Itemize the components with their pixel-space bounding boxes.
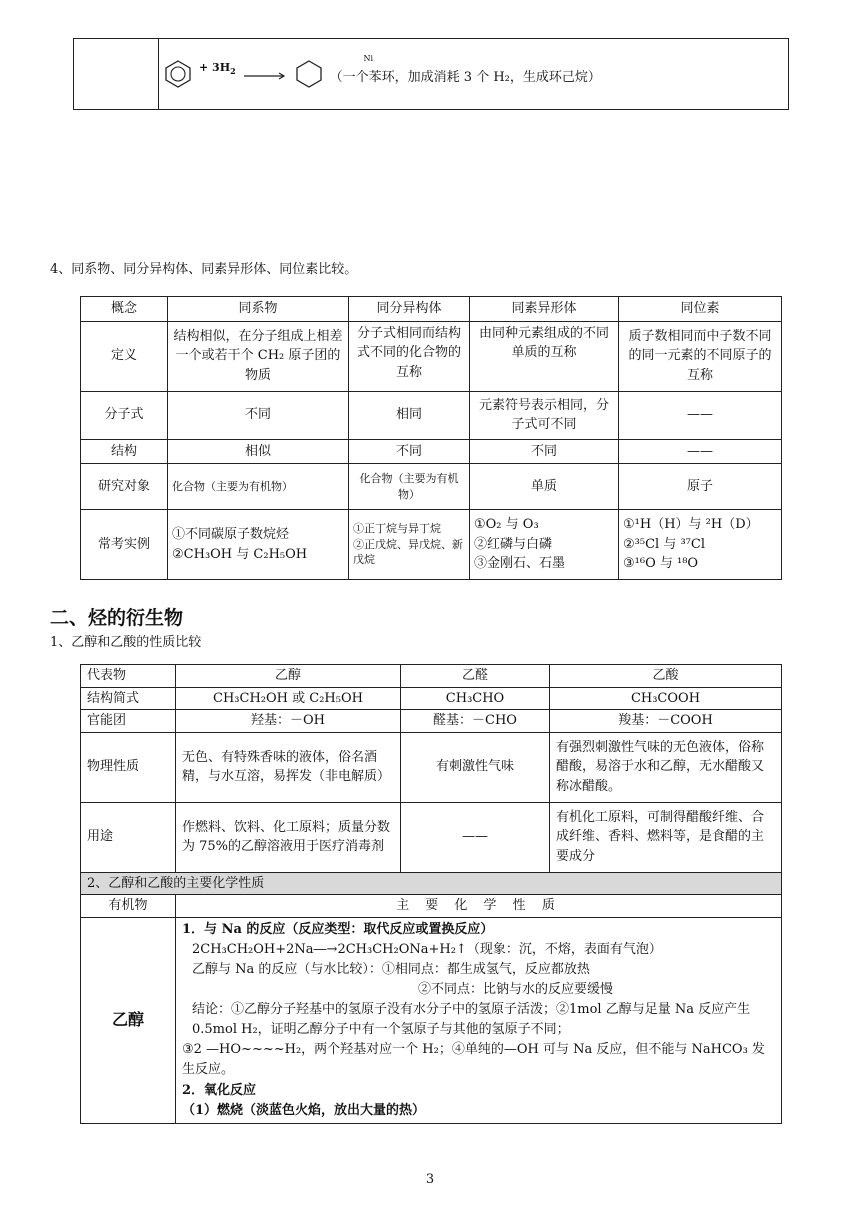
- chem-header-left: 有机物: [81, 895, 176, 918]
- row-label-object: 研究对象: [81, 464, 168, 510]
- table-row: [81, 321, 782, 391]
- list-item: ②红磷与白磷: [474, 536, 553, 552]
- reaction-plus-h2: + $3H_2$: [199, 61, 236, 77]
- row-label-usage: 用途: [81, 802, 176, 872]
- chem-line: 结论：①乙醇分子羟基中的氢原子没有水分子中的氢原子活泼；②1mol 乙醇与足量 Na 反应产生 0.5mol H₂，证明乙醇分子中有一个氢原子与其他的氢原子不同；: [192, 1002, 751, 1038]
- page-number: 3: [425, 1172, 435, 1187]
- list-item: ③¹⁶O 与 ¹⁸O: [623, 556, 699, 572]
- list-item: ③金刚石、石墨: [474, 556, 566, 572]
- object-allotrope: 单质: [470, 464, 619, 510]
- section2-title: 二、烃的衍生物: [50, 607, 184, 629]
- table-row: [74, 39, 789, 110]
- structure-allotrope: 不同: [470, 439, 619, 464]
- examples-isotope: [619, 510, 782, 580]
- reaction-note: （一个苯环，加成消耗 3 个 H₂，生成环己烷）: [329, 70, 601, 86]
- formula-isomer: 相同: [349, 391, 470, 439]
- table-row: [81, 439, 782, 464]
- comparison-table: [80, 296, 782, 580]
- formula-ethanol: CH₃CH₂OH 或 C₂H₅OH: [176, 687, 401, 710]
- list-item: ①¹H（H）与 ²H（D）: [623, 517, 759, 533]
- list-item: ②CH₃OH 与 C₂H₅OH: [172, 546, 308, 562]
- table-row: [81, 917, 782, 1123]
- group-acid: 羧基：－COOH: [550, 710, 782, 733]
- chem-line: ②不同点：比钠与水的反应要缓慢: [418, 981, 614, 997]
- list-item: ①O₂ 与 O₃: [474, 517, 539, 533]
- definition-homolog: 结构相似，在分子组成上相差一个或若干个 CH₂ 原子团的物质: [168, 321, 349, 391]
- object-homolog: 化合物（主要为有机物）: [168, 464, 349, 510]
- row-label-group: 官能团: [81, 710, 176, 733]
- table-row: [81, 895, 782, 918]
- top-left-cell: [74, 39, 159, 110]
- formula-homolog: 不同: [168, 391, 349, 439]
- row-label-definition: 定义: [81, 321, 168, 391]
- header-ethanol: 乙醇: [176, 665, 401, 688]
- chem-header-right: 主 要 化 学 性 质: [176, 895, 782, 918]
- table-row: [81, 687, 782, 710]
- header-concept: 概念: [81, 297, 168, 322]
- physical-aldehyde: 有刺激性气味: [401, 732, 550, 802]
- table-row: [81, 297, 782, 322]
- row-label-formula: 结构简式: [81, 687, 176, 710]
- structure-homolog: 相似: [168, 439, 349, 464]
- ethanol-label: 乙醇: [81, 917, 176, 1123]
- list-item: ②³⁵Cl 与 ³⁷Cl: [623, 536, 705, 552]
- section4-title: 4、同系物、同分异构体、同素异形体、同位素比较。: [50, 262, 358, 277]
- list-item: ①正丁烷与异丁烷: [353, 521, 441, 535]
- header-acid: 乙酸: [550, 665, 782, 688]
- ethanol-chem-properties: [176, 917, 782, 1123]
- chem-line: （1）燃烧（淡蓝色火焰，放出大量的热）: [182, 1102, 426, 1118]
- physical-acid: 有强烈刺激性气味的无色液体，俗称醋酸，易溶于水和乙醇，无水醋酸又称冰醋酸。: [550, 732, 782, 802]
- table-row: [81, 464, 782, 510]
- chem-line: 1．与 Na 的反应（反应类型：取代反应或置换反应）: [182, 921, 494, 937]
- row-label-examples: 常考实例: [81, 510, 168, 580]
- group-aldehyde: 醛基：－CHO: [401, 710, 550, 733]
- reaction-arrow-icon: [242, 63, 288, 85]
- object-isomer: 化合物（主要为有机物）: [349, 464, 470, 510]
- usage-aldehyde: ——: [401, 802, 550, 872]
- header-homolog: 同系物: [168, 297, 349, 322]
- usage-ethanol: 作燃料、饮料、化工原料；质量分数为 75%的乙醇溶液用于医疗消毒剂: [176, 802, 401, 872]
- row-label-physical: 物理性质: [81, 732, 176, 802]
- subsection1-title: 1、乙醇和乙酸的性质比较: [50, 635, 202, 650]
- chem-line: 乙醇与 Na 的反应（与水比较）：①相同点：都生成氢气，反应都放热: [192, 961, 590, 977]
- chem-line: 2CH₃CH₂OH+2Na―→2CH₃CH₂ONa+H₂↑（现象：沉，不熔，表面有气泡）: [192, 941, 662, 957]
- group-ethanol: 羟基：－OH: [176, 710, 401, 733]
- table-row: [81, 510, 782, 580]
- table-row: [81, 391, 782, 439]
- structure-isotope: ——: [619, 439, 782, 464]
- table-row: [81, 665, 782, 688]
- structure-isomer: 不同: [349, 439, 470, 464]
- definition-isotope: 质子数相同而中子数不同的同一元素的不同原子的互称: [619, 321, 782, 391]
- top-table: [73, 38, 789, 110]
- formula-isotope: ——: [619, 391, 782, 439]
- cyclohexane-ring-icon: [294, 59, 324, 89]
- definition-isomer: 分子式相同而结构式不同的化合物的互称: [349, 321, 470, 391]
- definition-allotrope: 由同种元素组成的不同单质的互称: [470, 321, 619, 391]
- formula-acid: CH₃COOH: [550, 687, 782, 710]
- section2-subtitle: 2、乙醇和乙酸的主要化学性质: [81, 872, 782, 895]
- table-row: [81, 802, 782, 872]
- table-row: [81, 732, 782, 802]
- physical-ethanol: 无色、有特殊香味的液体，俗名酒精，与水互溶，易挥发（非电解质）: [176, 732, 401, 802]
- header-aldehyde: 乙醛: [401, 665, 550, 688]
- list-item: ①不同碳原子数烷烃: [172, 527, 290, 542]
- header-allotrope: 同素异形体: [470, 297, 619, 322]
- examples-isomer: [349, 510, 470, 580]
- table-row: [81, 872, 782, 895]
- formula-aldehyde: CH₃CHO: [401, 687, 550, 710]
- chem-line: ③2 —HO~~~~H₂，两个羟基对应一个 H₂；④单纯的—OH 可与 Na 反应，但不能与 NaHCO₃ 发生反应。: [182, 1042, 765, 1078]
- row-label-formula: 分子式: [81, 391, 168, 439]
- formula-allotrope: 元素符号表示相同，分子式可不同: [470, 391, 619, 439]
- table-row: [81, 710, 782, 733]
- header-isomer: 同分异构体: [349, 297, 470, 322]
- usage-acid: 有机化工原料，可制得醋酸纤维、合成纤维、香料、燃料等，是食醋的主要成分: [550, 802, 782, 872]
- benzene-ring-icon: [163, 59, 193, 89]
- top-reaction-cell: [159, 39, 789, 110]
- catalyst-label: Ni: [363, 53, 374, 63]
- row-label-structure: 结构: [81, 439, 168, 464]
- properties-table: [80, 664, 782, 1124]
- header-isotope: 同位素: [619, 297, 782, 322]
- object-isotope: 原子: [619, 464, 782, 510]
- examples-homolog: [168, 510, 349, 580]
- header-representative: 代表物: [81, 665, 176, 688]
- chem-line: 2．氧化反应: [182, 1082, 257, 1098]
- examples-allotrope: [470, 510, 619, 580]
- list-item: ②正戊烷、异戊烷、新戊烷: [353, 537, 463, 567]
